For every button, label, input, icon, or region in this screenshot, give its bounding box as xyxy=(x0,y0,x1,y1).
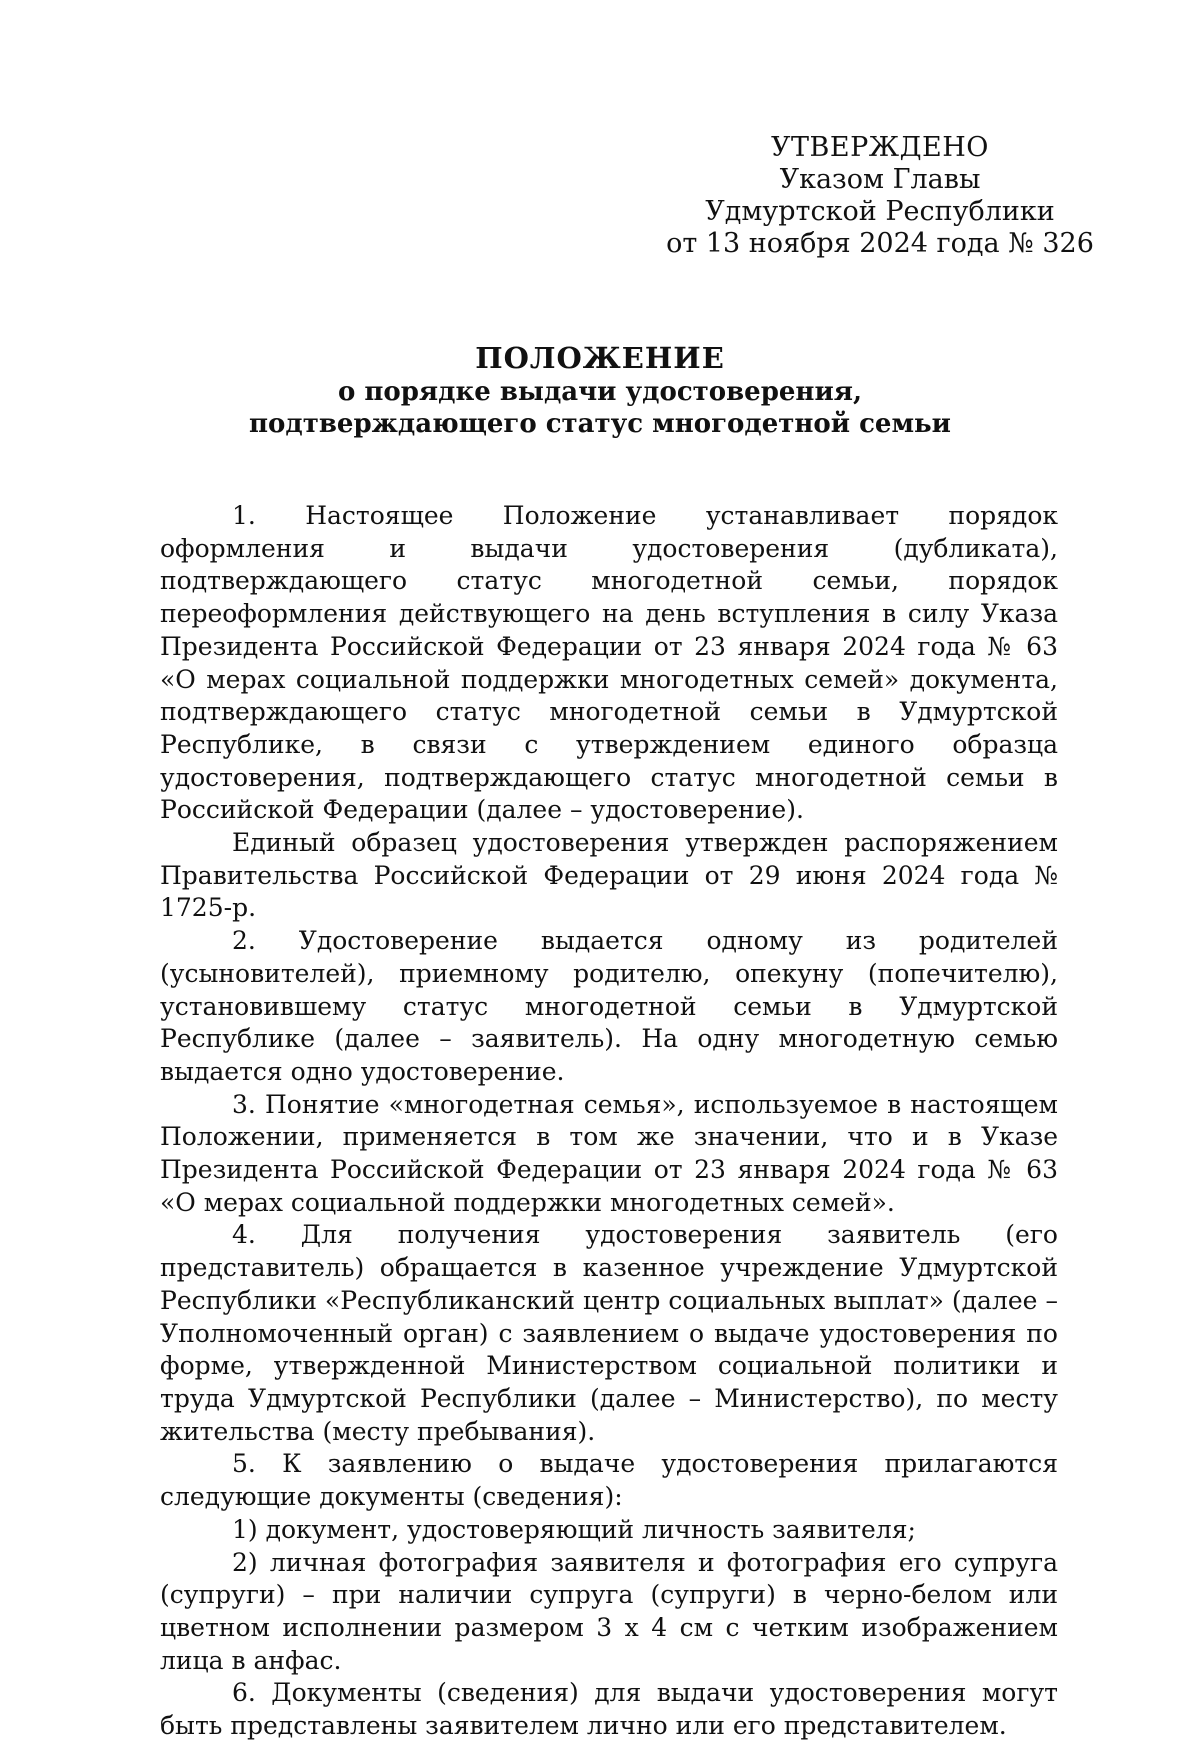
title-main: ПОЛОЖЕНИЕ xyxy=(475,341,725,375)
paragraph: 2. Удостоверение выдается одному из родителей (усыновителей), приемному родителю, опекуну (попечителю), установившему статус многодетной семьи в Удмуртской Республике (далее – заявитель). На одну многодетную семью выдается одно удостоверение. xyxy=(160,926,1058,1086)
approval-line: Удмуртской Республики xyxy=(705,196,1055,227)
list-item: 2) личная фотография заявителя и фотография его супруга (супруги) – при наличии супруга (супруги) в черно-белом или цветном исполнении размером 3 х 4 см с четким изображением лица в анфас. xyxy=(160,1547,1058,1675)
title-subtitle: подтверждающего статус многодетной семьи xyxy=(249,409,951,439)
approval-stamp xyxy=(640,132,1120,260)
paragraph: 1. Настоящее Положение устанавливает порядок оформления и выдачи удостоверения (дубликата), подтверждающего статус многодетной семьи, порядок переоформления действующего на день вступления в силу Указа Президента Российской Федерации от 23 января 2024 года № 63 «О мерах социальной поддержки многодетных семей» документа, подтверждающего статус многодетной семьи в Удмуртской Республике, в связи с утверждением единого образца удостоверения, подтверждающего статус многодетной семьи в Российской Федерации (далее – удостоверение). xyxy=(160,501,1058,825)
paragraph: 6. Документы (сведения) для выдачи удостоверения могут быть представлены заявителем лично или его представителем. xyxy=(160,1678,1058,1741)
paragraph: 3. Понятие «многодетная семья», используемое в настоящем Положении, применяется в том же значении, что и в Указе Президента Российской Федерации от 23 января 2024 года № 63 «О мерах социальной поддержки многодетных семей». xyxy=(160,1089,1058,1217)
paragraph: 4. Для получения удостоверения заявитель (его представитель) обращается в казенное учреждение Удмуртской Республики «Республиканский центр социальных выплат» (далее – Уполномоченный орган) с заявлением о выдаче удостоверения по форме, утвержденной Министерством социальной политики и труда Удмуртской Республики (далее – Министерство), по месту жительства (месту пребывания). xyxy=(160,1220,1058,1446)
paragraph: Единый образец удостоверения утвержден распоряжением Правительства Российской Федерации от 29 июня 2024 года № 1725-р. xyxy=(160,828,1058,923)
document-body xyxy=(160,500,1058,1743)
approval-date-line: от 13 ноября 2024 года № 326 xyxy=(666,228,1094,259)
document-title xyxy=(160,340,1040,440)
paragraph: 5. К заявлению о выдаче удостоверения прилагаются следующие документы (сведения): xyxy=(160,1449,1058,1512)
approval-line: Указом Главы xyxy=(779,164,981,195)
list-item: 1) документ, удостоверяющий личность заявителя; xyxy=(232,1514,916,1544)
approval-heading: УТВЕРЖДЕНО xyxy=(771,132,989,163)
title-subtitle: о порядке выдачи удостоверения, xyxy=(337,377,863,407)
